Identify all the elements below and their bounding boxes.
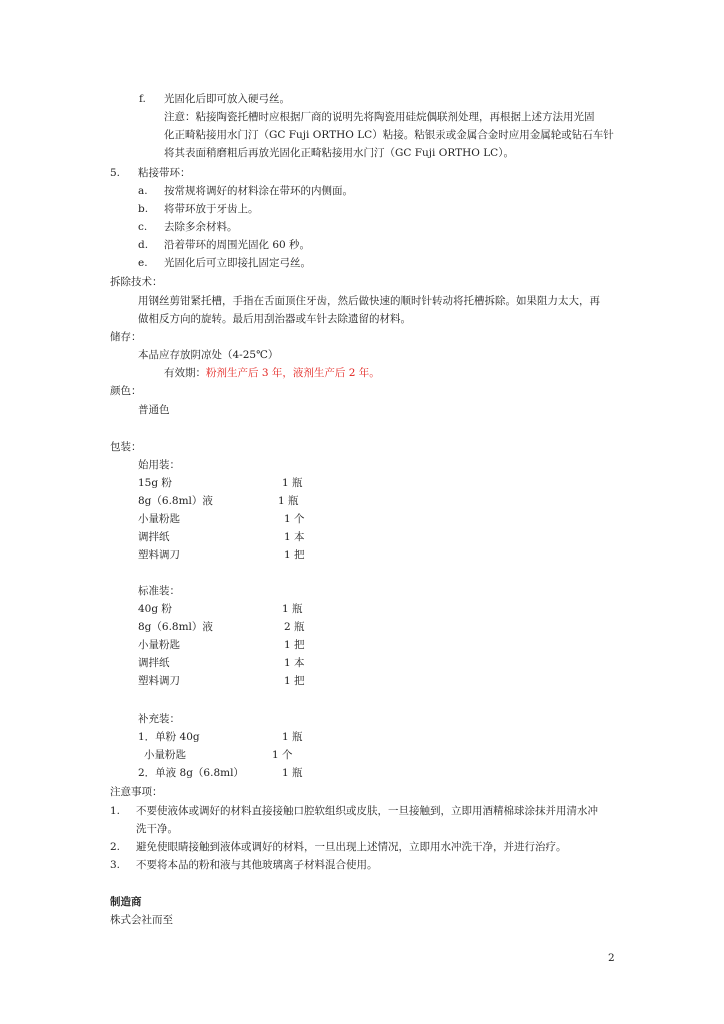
starter-row-qty: 1 本 [284,531,305,543]
step-f-note-line-3: 将其表面稍磨粗后再放光固化正畸粘接用水门汀（GC Fuji ORTHO LC）。 [164,147,514,159]
caution-text: 避免使眼睛接触到液体或调好的材料，一旦出现上述情况，立即用水冲洗干净，并进行治疗。 [136,841,567,853]
section-5-item-c-label: c. [138,221,148,233]
section-5-item-d-label: d. [138,239,149,251]
step-f-text: 光固化后即可放入硬弓丝。 [164,93,290,105]
section-5-item-a-label: a. [138,185,148,197]
standard-row-name: 塑料调刀 [138,675,180,687]
standard-row-name: 调拌纸 [138,657,170,669]
section-5-item-e-text: 光固化后可立即接扎固定弓丝。 [164,257,311,269]
refill-row-name: 1．单粉 40g [138,731,200,743]
starter-row-qty: 1 个 [284,513,305,525]
caution-number: 3. [110,859,121,871]
standard-row-qty: 1 本 [284,657,305,669]
refill-row-qty: 1 个 [272,749,293,761]
standard-row-qty: 1 把 [284,639,305,651]
section-5-number: 5. [110,167,121,179]
validity-value: 粉剂生产后 3 年，液剂生产后 2 年。 [206,367,380,379]
section-5-item-e-label: e. [138,257,148,269]
page-number: 2 [608,952,615,964]
manufacturer-name: 株式会社而至 [110,914,173,926]
refill-row-qty: 1 瓶 [282,731,303,743]
section-5-item-c-text: 去除多余材料。 [164,221,238,233]
caution-number: 2. [110,841,121,853]
starter-row-qty: 1 瓶 [278,495,299,507]
refill-kit-title: 补充装： [138,713,180,725]
validity [164,366,380,380]
section-5-item-a-text: 按常规将调好的材料涂在带环的内侧面。 [164,185,353,197]
refill-row-name: 小量粉匙 [144,749,186,761]
step-f-note-line-1: 注意：粘接陶瓷托槽时应根据厂商的说明先将陶瓷用硅烷偶联剂处理，再根据上述方法用光固 [164,111,595,123]
starter-row-name: 15g 粉 [138,477,172,489]
caution-text: 不要将本品的粉和液与其他玻璃离子材料混合使用。 [136,859,378,871]
standard-row-qty: 2 瓶 [284,621,305,633]
removal-title: 拆除技术： [110,276,163,288]
color-value: 普通色 [138,404,170,416]
refill-row-qty: 1 瓶 [282,767,303,779]
starter-row-name: 小量粉匙 [138,513,180,525]
manufacturer-title: 制造商 [110,896,142,908]
refill-row-name: 2．单液 8g（6.8ml） [138,767,244,779]
cautions-title: 注意事项： [110,786,163,798]
section-5-item-b-label: b. [138,203,149,215]
section-5-item-d-text: 沿着带环的周围光固化 60 秒。 [164,239,311,251]
validity-label: 有效期： [164,367,206,379]
packaging-title: 包装： [110,441,142,453]
starter-row-name: 调拌纸 [138,531,170,543]
caution-text: 不要使液体或调好的材料直接接触口腔软组织或皮肤，一旦接触到，立即用酒精棉球涂抹并用清水冲 [136,805,598,817]
standard-kit-title: 标准装： [138,585,180,597]
section-5-title: 粘接带环： [138,167,191,179]
standard-row-name: 8g（6.8ml）液 [138,621,213,633]
caution-text-continued: 洗干净。 [136,823,178,835]
starter-row-qty: 1 把 [284,549,305,561]
starter-row-qty: 1 瓶 [282,477,303,489]
storage-title: 储存： [110,331,142,343]
standard-row-qty: 1 把 [284,675,305,687]
starter-row-name: 8g（6.8ml）液 [138,495,213,507]
storage-line-1: 本品应存放阴凉处（4-25℃） [138,349,279,361]
starter-row-name: 塑料调刀 [138,549,180,561]
standard-row-name: 小量粉匙 [138,639,180,651]
removal-line-2: 做相反方向的旋转。最后用刮治器或车针去除遗留的材料。 [138,313,411,325]
caution-number: 1. [110,805,121,817]
standard-row-qty: 1 瓶 [282,603,303,615]
color-title: 颜色： [110,385,142,397]
step-f-note-line-2: 化正畸粘接用水门汀（GC Fuji ORTHO LC）粘接。粘银汞或金属合金时应用金属轮或钻石车针 [164,129,614,141]
step-f-label: f. [139,93,146,105]
starter-kit-title: 始用装： [138,459,180,471]
section-5-item-b-text: 将带环放于牙齿上。 [164,203,259,215]
removal-line-1: 用钢丝剪钳紧托槽，手指在舌面顶住牙齿，然后做快速的顺时针转动将托槽拆除。如果阻力太大，再 [138,295,600,307]
standard-row-name: 40g 粉 [138,603,172,615]
